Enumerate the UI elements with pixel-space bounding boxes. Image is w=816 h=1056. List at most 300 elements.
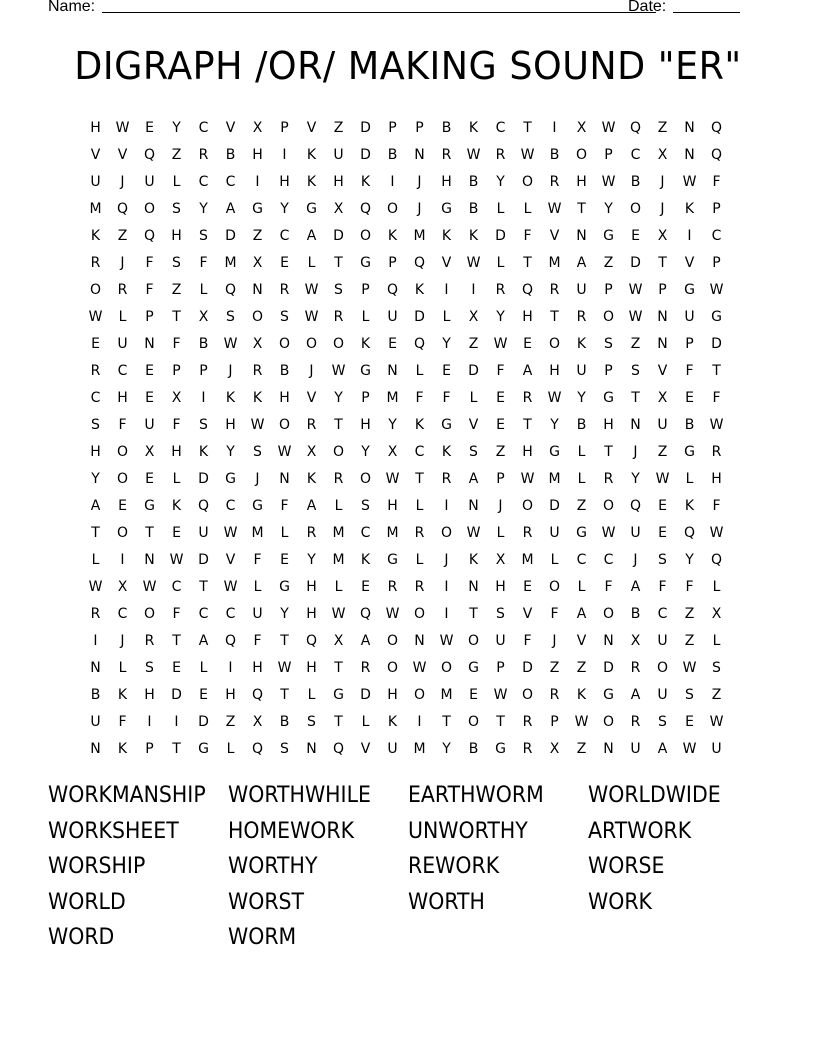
grid-letter[interactable]: E bbox=[172, 660, 181, 676]
grid-letter[interactable]: H bbox=[549, 363, 560, 379]
grid-letter[interactable]: R bbox=[306, 525, 317, 541]
grid-letter[interactable]: B bbox=[279, 363, 290, 379]
grid-letter[interactable]: O bbox=[602, 714, 615, 730]
grid-letter[interactable]: E bbox=[388, 336, 397, 352]
grid-letter[interactable]: T bbox=[199, 579, 208, 595]
grid-letter[interactable]: E bbox=[631, 228, 640, 244]
grid-letter[interactable]: R bbox=[576, 309, 587, 325]
grid-letter[interactable]: X bbox=[630, 633, 641, 649]
grid-letter[interactable]: G bbox=[684, 282, 695, 298]
grid-letter[interactable]: O bbox=[332, 444, 345, 460]
grid-letter[interactable]: P bbox=[496, 471, 505, 487]
grid-letter[interactable]: R bbox=[549, 282, 560, 298]
grid-letter[interactable]: S bbox=[334, 282, 343, 298]
grid-letter[interactable]: D bbox=[603, 660, 614, 676]
grid-letter[interactable]: G bbox=[576, 525, 587, 541]
grid-letter[interactable]: H bbox=[90, 444, 101, 460]
grid-letter[interactable]: T bbox=[145, 525, 154, 541]
grid-letter[interactable]: D bbox=[198, 552, 209, 568]
grid-letter[interactable]: O bbox=[629, 201, 642, 217]
grid-letter[interactable]: X bbox=[657, 228, 668, 244]
grid-letter[interactable]: W bbox=[223, 336, 238, 352]
grid-letter[interactable]: D bbox=[522, 660, 533, 676]
grid-letter[interactable]: F bbox=[604, 579, 613, 595]
grid-letter[interactable]: F bbox=[253, 633, 262, 649]
grid-letter[interactable]: O bbox=[359, 471, 372, 487]
grid-letter[interactable]: Z bbox=[576, 660, 587, 676]
grid-letter[interactable]: T bbox=[172, 741, 181, 757]
grid-letter[interactable]: O bbox=[413, 606, 426, 622]
grid-letter[interactable]: P bbox=[658, 282, 667, 298]
grid-letter[interactable]: Q bbox=[413, 336, 426, 352]
grid-letter[interactable]: Y bbox=[91, 471, 100, 487]
grid-letter[interactable]: S bbox=[172, 255, 181, 271]
grid-letter[interactable]: W bbox=[304, 309, 319, 325]
grid-letter[interactable]: G bbox=[360, 363, 371, 379]
grid-letter[interactable]: Y bbox=[172, 120, 181, 136]
grid-letter[interactable]: Y bbox=[280, 606, 289, 622]
grid-letter[interactable]: N bbox=[90, 660, 101, 676]
grid-letter[interactable]: L bbox=[307, 687, 316, 703]
grid-letter[interactable]: H bbox=[306, 606, 317, 622]
grid-letter[interactable]: W bbox=[223, 579, 238, 595]
grid-letter[interactable]: Q bbox=[251, 687, 264, 703]
grid-letter[interactable]: Y bbox=[442, 741, 451, 757]
grid-letter[interactable]: G bbox=[603, 390, 614, 406]
grid-letter[interactable]: G bbox=[144, 498, 155, 514]
grid-letter[interactable]: K bbox=[306, 147, 317, 163]
grid-letter[interactable]: W bbox=[520, 147, 535, 163]
grid-letter[interactable]: O bbox=[602, 606, 615, 622]
grid-letter[interactable]: K bbox=[360, 174, 371, 190]
grid-letter[interactable]: R bbox=[549, 174, 560, 190]
grid-letter[interactable]: U bbox=[576, 282, 587, 298]
grid-letter[interactable]: K bbox=[468, 552, 479, 568]
grid-letter[interactable]: Y bbox=[442, 336, 451, 352]
grid-letter[interactable]: U bbox=[387, 741, 398, 757]
grid-letter[interactable]: B bbox=[549, 147, 560, 163]
grid-letter[interactable]: G bbox=[468, 660, 479, 676]
grid-letter[interactable]: T bbox=[496, 714, 505, 730]
grid-letter[interactable]: N bbox=[414, 147, 425, 163]
grid-letter[interactable]: Y bbox=[496, 309, 505, 325]
grid-letter[interactable]: I bbox=[282, 147, 287, 163]
grid-letter[interactable]: T bbox=[712, 363, 721, 379]
grid-letter[interactable]: W bbox=[115, 120, 130, 136]
grid-letter[interactable]: J bbox=[633, 444, 638, 460]
grid-letter[interactable]: D bbox=[711, 336, 722, 352]
grid-letter[interactable]: F bbox=[199, 255, 208, 271]
grid-letter[interactable]: E bbox=[658, 525, 667, 541]
grid-letter[interactable]: W bbox=[277, 444, 292, 460]
grid-letter[interactable]: M bbox=[440, 687, 453, 703]
grid-letter[interactable]: J bbox=[633, 552, 638, 568]
grid-letter[interactable]: P bbox=[712, 201, 721, 217]
grid-letter[interactable]: W bbox=[709, 417, 724, 433]
grid-letter[interactable]: A bbox=[90, 498, 101, 514]
grid-letter[interactable]: T bbox=[469, 606, 478, 622]
grid-letter[interactable]: P bbox=[604, 363, 613, 379]
grid-letter[interactable]: B bbox=[468, 174, 479, 190]
grid-letter[interactable]: Z bbox=[549, 660, 560, 676]
grid-letter[interactable]: W bbox=[142, 579, 157, 595]
grid-letter[interactable]: L bbox=[415, 498, 424, 514]
grid-letter[interactable]: B bbox=[90, 687, 101, 703]
grid-letter[interactable]: W bbox=[493, 687, 508, 703]
grid-letter[interactable]: E bbox=[469, 687, 478, 703]
grid-letter[interactable]: C bbox=[198, 174, 209, 190]
grid-letter[interactable]: D bbox=[198, 471, 209, 487]
grid-letter[interactable]: U bbox=[630, 525, 641, 541]
grid-letter[interactable]: T bbox=[523, 417, 532, 433]
grid-letter[interactable]: O bbox=[386, 633, 399, 649]
grid-letter[interactable]: Y bbox=[280, 201, 289, 217]
grid-letter[interactable]: F bbox=[712, 390, 721, 406]
grid-letter[interactable]: J bbox=[444, 552, 449, 568]
grid-letter[interactable]: P bbox=[496, 660, 505, 676]
grid-letter[interactable]: F bbox=[685, 579, 694, 595]
grid-letter[interactable]: C bbox=[279, 228, 290, 244]
grid-letter[interactable]: L bbox=[415, 363, 424, 379]
grid-letter[interactable]: U bbox=[198, 525, 209, 541]
grid-letter[interactable]: H bbox=[90, 120, 101, 136]
grid-letter[interactable]: E bbox=[145, 120, 154, 136]
grid-letter[interactable]: X bbox=[252, 714, 263, 730]
grid-letter[interactable]: T bbox=[523, 255, 532, 271]
grid-letter[interactable]: D bbox=[333, 228, 344, 244]
grid-letter[interactable]: V bbox=[225, 552, 236, 568]
grid-letter[interactable]: F bbox=[712, 174, 721, 190]
grid-letter[interactable]: R bbox=[252, 363, 263, 379]
grid-letter[interactable]: Y bbox=[685, 552, 694, 568]
grid-letter[interactable]: O bbox=[548, 579, 561, 595]
grid-letter[interactable]: X bbox=[306, 444, 317, 460]
grid-letter[interactable]: U bbox=[144, 174, 155, 190]
grid-letter[interactable]: F bbox=[442, 390, 451, 406]
grid-letter[interactable]: B bbox=[198, 336, 209, 352]
grid-letter[interactable]: X bbox=[252, 255, 263, 271]
grid-letter[interactable]: G bbox=[549, 444, 560, 460]
grid-letter[interactable]: N bbox=[414, 633, 425, 649]
grid-letter[interactable]: W bbox=[331, 606, 346, 622]
grid-letter[interactable]: V bbox=[117, 147, 128, 163]
grid-letter[interactable]: H bbox=[279, 174, 290, 190]
grid-letter[interactable]: R bbox=[441, 147, 452, 163]
grid-letter[interactable]: W bbox=[601, 525, 616, 541]
grid-letter[interactable]: D bbox=[495, 228, 506, 244]
grid-letter[interactable]: O bbox=[89, 282, 102, 298]
grid-letter[interactable]: E bbox=[442, 363, 451, 379]
grid-letter[interactable]: W bbox=[385, 606, 400, 622]
grid-letter[interactable]: X bbox=[252, 120, 263, 136]
grid-letter[interactable]: L bbox=[712, 633, 721, 649]
grid-letter[interactable]: D bbox=[198, 714, 209, 730]
grid-letter[interactable]: K bbox=[252, 390, 263, 406]
grid-letter[interactable]: H bbox=[522, 309, 533, 325]
name-blank-line[interactable] bbox=[102, 12, 656, 13]
grid-letter[interactable]: W bbox=[439, 633, 454, 649]
grid-letter[interactable]: U bbox=[90, 714, 101, 730]
grid-letter[interactable]: K bbox=[387, 228, 398, 244]
grid-letter[interactable]: H bbox=[279, 390, 290, 406]
grid-letter[interactable]: A bbox=[360, 633, 371, 649]
grid-letter[interactable]: E bbox=[145, 363, 154, 379]
grid-letter[interactable]: C bbox=[576, 552, 587, 568]
grid-letter[interactable]: L bbox=[307, 255, 316, 271]
grid-letter[interactable]: X bbox=[117, 579, 128, 595]
grid-letter[interactable]: H bbox=[171, 228, 182, 244]
grid-letter[interactable]: W bbox=[169, 552, 184, 568]
grid-letter[interactable]: B bbox=[468, 741, 479, 757]
grid-letter[interactable]: E bbox=[523, 336, 532, 352]
grid-letter[interactable]: J bbox=[255, 471, 260, 487]
grid-letter[interactable]: O bbox=[143, 606, 156, 622]
grid-letter[interactable]: J bbox=[120, 174, 125, 190]
grid-letter[interactable]: E bbox=[91, 336, 100, 352]
grid-letter[interactable]: F bbox=[145, 255, 154, 271]
grid-letter[interactable]: U bbox=[144, 417, 155, 433]
grid-letter[interactable]: B bbox=[441, 120, 452, 136]
grid-letter[interactable]: C bbox=[414, 444, 425, 460]
grid-letter[interactable]: I bbox=[444, 498, 449, 514]
grid-letter[interactable]: V bbox=[657, 363, 668, 379]
grid-letter[interactable]: P bbox=[712, 255, 721, 271]
grid-letter[interactable]: L bbox=[334, 498, 343, 514]
grid-letter[interactable]: H bbox=[603, 417, 614, 433]
grid-letter[interactable]: K bbox=[576, 687, 587, 703]
grid-letter[interactable]: B bbox=[684, 417, 695, 433]
grid-letter[interactable]: H bbox=[333, 174, 344, 190]
grid-letter[interactable]: Q bbox=[197, 498, 210, 514]
grid-letter[interactable]: W bbox=[331, 363, 346, 379]
grid-letter[interactable]: U bbox=[630, 741, 641, 757]
grid-letter[interactable]: Z bbox=[603, 255, 614, 271]
grid-letter[interactable]: S bbox=[496, 606, 505, 622]
grid-letter[interactable]: J bbox=[417, 174, 422, 190]
grid-letter[interactable]: X bbox=[171, 390, 182, 406]
grid-letter[interactable]: C bbox=[630, 147, 641, 163]
grid-letter[interactable]: P bbox=[361, 282, 370, 298]
grid-letter[interactable]: W bbox=[709, 525, 724, 541]
grid-letter[interactable]: C bbox=[90, 390, 101, 406]
grid-letter[interactable]: R bbox=[522, 390, 533, 406]
grid-letter[interactable]: H bbox=[306, 660, 317, 676]
grid-letter[interactable]: O bbox=[413, 687, 426, 703]
grid-letter[interactable]: C bbox=[117, 363, 128, 379]
grid-letter[interactable]: Q bbox=[359, 606, 372, 622]
grid-letter[interactable]: E bbox=[658, 498, 667, 514]
grid-letter[interactable]: U bbox=[495, 633, 506, 649]
grid-letter[interactable]: L bbox=[496, 525, 505, 541]
grid-letter[interactable]: I bbox=[444, 606, 449, 622]
grid-letter[interactable]: U bbox=[657, 417, 668, 433]
grid-letter[interactable]: I bbox=[228, 660, 233, 676]
grid-letter[interactable]: Z bbox=[252, 228, 263, 244]
grid-letter[interactable]: O bbox=[440, 660, 453, 676]
grid-letter[interactable]: K bbox=[441, 444, 452, 460]
grid-letter[interactable]: E bbox=[145, 471, 154, 487]
grid-letter[interactable]: N bbox=[684, 147, 695, 163]
grid-letter[interactable]: Q bbox=[683, 525, 696, 541]
grid-letter[interactable]: K bbox=[225, 390, 236, 406]
grid-letter[interactable]: Q bbox=[143, 147, 156, 163]
grid-letter[interactable]: T bbox=[334, 714, 343, 730]
grid-letter[interactable]: V bbox=[306, 390, 317, 406]
grid-letter[interactable]: L bbox=[361, 309, 370, 325]
grid-letter[interactable]: H bbox=[387, 687, 398, 703]
grid-letter[interactable]: X bbox=[333, 633, 344, 649]
grid-letter[interactable]: Q bbox=[386, 282, 399, 298]
grid-letter[interactable]: O bbox=[386, 201, 399, 217]
grid-letter[interactable]: D bbox=[414, 309, 425, 325]
grid-letter[interactable]: N bbox=[144, 336, 155, 352]
grid-letter[interactable]: L bbox=[199, 660, 208, 676]
grid-letter[interactable]: L bbox=[199, 282, 208, 298]
grid-letter[interactable]: J bbox=[120, 255, 125, 271]
grid-letter[interactable]: Y bbox=[307, 552, 316, 568]
grid-letter[interactable]: J bbox=[417, 201, 422, 217]
grid-letter[interactable]: M bbox=[548, 255, 561, 271]
grid-letter[interactable]: R bbox=[522, 525, 533, 541]
grid-letter[interactable]: Z bbox=[117, 228, 128, 244]
grid-letter[interactable]: H bbox=[117, 390, 128, 406]
grid-letter[interactable]: C bbox=[225, 498, 236, 514]
grid-letter[interactable]: B bbox=[630, 606, 641, 622]
grid-letter[interactable]: H bbox=[387, 498, 398, 514]
grid-letter[interactable]: X bbox=[252, 336, 263, 352]
grid-letter[interactable]: Y bbox=[550, 417, 559, 433]
grid-letter[interactable]: A bbox=[522, 363, 533, 379]
grid-letter[interactable]: R bbox=[333, 471, 344, 487]
grid-letter[interactable]: R bbox=[90, 363, 101, 379]
grid-letter[interactable]: Z bbox=[711, 687, 722, 703]
grid-letter[interactable]: Y bbox=[334, 390, 343, 406]
grid-letter[interactable]: S bbox=[469, 444, 478, 460]
grid-letter[interactable]: Y bbox=[199, 201, 208, 217]
grid-letter[interactable]: F bbox=[172, 336, 181, 352]
grid-letter[interactable]: N bbox=[657, 336, 668, 352]
grid-letter[interactable]: R bbox=[387, 579, 398, 595]
grid-letter[interactable]: I bbox=[255, 174, 260, 190]
grid-letter[interactable]: H bbox=[225, 417, 236, 433]
grid-letter[interactable]: R bbox=[549, 687, 560, 703]
grid-letter[interactable]: H bbox=[252, 147, 263, 163]
grid-letter[interactable]: H bbox=[171, 444, 182, 460]
grid-letter[interactable]: H bbox=[360, 417, 371, 433]
grid-letter[interactable]: P bbox=[172, 363, 181, 379]
grid-letter[interactable]: B bbox=[279, 714, 290, 730]
grid-letter[interactable]: T bbox=[577, 201, 586, 217]
grid-letter[interactable]: M bbox=[224, 255, 237, 271]
grid-letter[interactable]: Y bbox=[388, 417, 397, 433]
grid-letter[interactable]: O bbox=[143, 201, 156, 217]
grid-letter[interactable]: T bbox=[91, 525, 100, 541]
grid-letter[interactable]: T bbox=[334, 255, 343, 271]
grid-letter[interactable]: J bbox=[309, 363, 314, 379]
grid-letter[interactable]: R bbox=[441, 471, 452, 487]
grid-letter[interactable]: G bbox=[225, 471, 236, 487]
grid-letter[interactable]: Z bbox=[171, 147, 182, 163]
grid-letter[interactable]: W bbox=[493, 336, 508, 352]
grid-letter[interactable]: Z bbox=[171, 282, 182, 298]
grid-letter[interactable]: V bbox=[90, 147, 101, 163]
grid-letter[interactable]: E bbox=[361, 579, 370, 595]
grid-letter[interactable]: K bbox=[360, 336, 371, 352]
grid-letter[interactable]: L bbox=[280, 525, 289, 541]
grid-letter[interactable]: K bbox=[441, 228, 452, 244]
grid-letter[interactable]: G bbox=[441, 417, 452, 433]
grid-letter[interactable]: S bbox=[604, 336, 613, 352]
grid-letter[interactable]: K bbox=[414, 282, 425, 298]
grid-letter[interactable]: W bbox=[601, 174, 616, 190]
grid-letter[interactable]: G bbox=[360, 255, 371, 271]
grid-letter[interactable]: N bbox=[144, 552, 155, 568]
grid-letter[interactable]: P bbox=[145, 309, 154, 325]
grid-letter[interactable]: R bbox=[414, 525, 425, 541]
grid-letter[interactable]: G bbox=[252, 498, 263, 514]
grid-letter[interactable]: O bbox=[467, 633, 480, 649]
grid-letter[interactable]: Q bbox=[251, 741, 264, 757]
grid-letter[interactable]: W bbox=[574, 714, 589, 730]
grid-letter[interactable]: T bbox=[604, 444, 613, 460]
grid-letter[interactable]: S bbox=[280, 741, 289, 757]
grid-letter[interactable]: W bbox=[520, 471, 535, 487]
grid-letter[interactable]: A bbox=[576, 255, 587, 271]
grid-letter[interactable]: K bbox=[414, 417, 425, 433]
grid-letter[interactable]: O bbox=[602, 309, 615, 325]
grid-letter[interactable]: O bbox=[548, 336, 561, 352]
grid-letter[interactable]: K bbox=[576, 336, 587, 352]
grid-letter[interactable]: T bbox=[658, 255, 667, 271]
grid-letter[interactable]: O bbox=[386, 660, 399, 676]
grid-letter[interactable]: F bbox=[685, 363, 694, 379]
grid-letter[interactable]: U bbox=[657, 687, 668, 703]
grid-letter[interactable]: D bbox=[360, 687, 371, 703]
grid-letter[interactable]: P bbox=[550, 714, 559, 730]
grid-letter[interactable]: K bbox=[117, 687, 128, 703]
grid-letter[interactable]: P bbox=[388, 120, 397, 136]
grid-letter[interactable]: A bbox=[576, 606, 587, 622]
grid-letter[interactable]: S bbox=[631, 363, 640, 379]
grid-letter[interactable]: W bbox=[682, 660, 697, 676]
grid-letter[interactable]: W bbox=[466, 255, 481, 271]
grid-letter[interactable]: P bbox=[280, 120, 289, 136]
grid-letter[interactable]: F bbox=[253, 552, 262, 568]
grid-letter[interactable]: W bbox=[628, 309, 643, 325]
grid-letter[interactable]: X bbox=[144, 444, 155, 460]
grid-letter[interactable]: H bbox=[441, 174, 452, 190]
grid-letter[interactable]: M bbox=[548, 471, 561, 487]
grid-letter[interactable]: N bbox=[468, 579, 479, 595]
grid-letter[interactable]: R bbox=[495, 147, 506, 163]
grid-letter[interactable]: J bbox=[660, 174, 665, 190]
grid-letter[interactable]: A bbox=[225, 201, 236, 217]
grid-letter[interactable]: M bbox=[332, 552, 345, 568]
grid-letter[interactable]: N bbox=[387, 363, 398, 379]
grid-letter[interactable]: W bbox=[709, 282, 724, 298]
grid-letter[interactable]: H bbox=[522, 444, 533, 460]
grid-letter[interactable]: V bbox=[468, 417, 479, 433]
grid-letter[interactable]: R bbox=[198, 147, 209, 163]
grid-letter[interactable]: Q bbox=[521, 282, 534, 298]
grid-letter[interactable]: T bbox=[280, 633, 289, 649]
grid-letter[interactable]: T bbox=[415, 471, 424, 487]
grid-letter[interactable]: T bbox=[523, 120, 532, 136]
grid-letter[interactable]: L bbox=[253, 579, 262, 595]
grid-letter[interactable]: C bbox=[495, 120, 506, 136]
grid-letter[interactable]: K bbox=[306, 471, 317, 487]
grid-letter[interactable]: S bbox=[172, 201, 181, 217]
